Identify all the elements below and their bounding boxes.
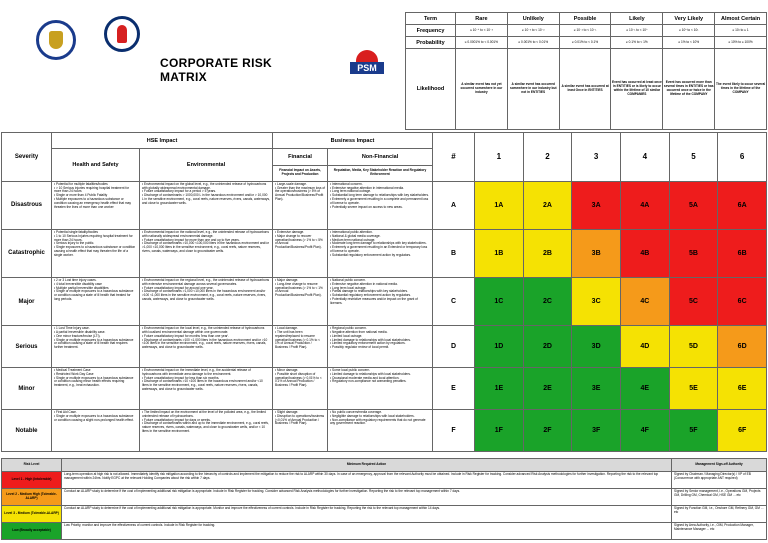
prob-2: ≥ 0.001% to < 0.01% — [507, 37, 559, 49]
health-safety-text: • 2 or 3 Lost time injury cases. • 4 total irreversible disability case • Multiple partial irreversible disabilities • Single or multiple exposures to a hazardous substance or condition causing a state of ill health that treated for long periods. — [52, 278, 140, 326]
term-4: Likely — [611, 13, 663, 25]
risk-cell-5c: 5C — [669, 278, 718, 326]
hash-header: # — [433, 133, 475, 182]
financial-subheader: Financial Impact on Assets, Projects and Production — [273, 165, 328, 181]
likelihood-label: Likelihood — [406, 49, 456, 130]
severity-label: Major — [2, 278, 52, 326]
risk-cell-6d: 6D — [718, 326, 767, 368]
risk-cell-6a: 6A — [718, 181, 767, 229]
company-logo-left — [36, 20, 76, 60]
row-letter: A — [433, 181, 475, 229]
required-action-text: Low Priority, monitor and improve the effectiveness of current controls. Include in Risk Register for tracking. — [62, 522, 672, 539]
nonfinancial-subheader: Reputation, Media, Key Stakeholder Reaction and Regulatory Enforcement — [328, 165, 433, 181]
number-1: 1 — [475, 133, 524, 182]
number-4: 4 — [620, 133, 669, 182]
financial-text: • Slight damage. • Disruption to operations/business (<0.01% of Annual Production / Business / Profit Plan). — [273, 410, 328, 452]
severity-label: Notable — [2, 410, 52, 452]
psm-logo — [350, 50, 384, 80]
environmental-text: • Environmental impact on the regional level, e.g., the unintended release of hydrocarbons with extensive environmental damage across several governorates. • Future unsatisfactory impact for around one year. • Discharge of contaminants >1,000 <10,000 liters in the hazardous environment and/or >100 <1,000 liters in the sensitive environment, e.g., coral reefs, nature reserves, rivers, canals, waterways, and close to groundwater wells. — [140, 278, 273, 326]
signoff-authority-text: Signed by Area Authority, i.e., OIM, Production Manager, Maintenance Manager ... etc — [672, 522, 767, 539]
signoff-authority-text: Signed by Function GM, i.e., Onshore GM, Refinery GM, GM ... etc — [672, 505, 767, 522]
risk-cell-6f: 6F — [718, 410, 767, 452]
financial-text: • Local damage. • The unit has been repaired/replaced to resume operation/business (> 0.1% to < 1% of Annual Production / Business / Profit Plan). — [273, 326, 328, 368]
risk-cell-2f: 2F — [523, 410, 572, 452]
row-letter: F — [433, 410, 475, 452]
financial-text: • Extensive damage. • Major change to recover operation/business (> 1% to < 5% of Annual Production/Business/Profit Plan). — [273, 229, 328, 277]
matrix-row — [2, 278, 767, 326]
risk-cell-3c: 3C — [572, 278, 621, 326]
page-title: CORPORATE RISK MATRIX — [160, 56, 272, 84]
desc-5: Event has occurred more than several times in ENTITIES or has occurred once or twice in the lifetime of the COMPANY — [663, 49, 715, 130]
signoff-authority-text: Signed by Chairman / Managing Director(s) / VP of EB (Concurrence with appropriate ANT required) — [672, 471, 767, 488]
severity-header: Severity — [2, 133, 52, 182]
risk-level-label: Level 3 - Medium (Tolerable-ALARP) — [2, 505, 62, 522]
row-letter: C — [433, 278, 475, 326]
prob-4: ≥ 0.1% to < 1% — [611, 37, 663, 49]
risk-cell-5d: 5D — [669, 326, 718, 368]
freq-3: ≥ 10⁻² to < 10⁻¹ — [559, 25, 611, 37]
risk-level-label: Level 2 - Medium High (Tolerable-ALARP) — [2, 488, 62, 505]
legend-row — [2, 471, 767, 488]
prob-3: ≥ 0.01% to < 0.1% — [559, 37, 611, 49]
row-letter: D — [433, 326, 475, 368]
number-2: 2 — [523, 133, 572, 182]
risk-cell-1f: 1F — [475, 410, 524, 452]
freq-5: ≥ 10⁰ to < 10¹ — [663, 25, 715, 37]
risk-cell-4c: 4C — [620, 278, 669, 326]
nonfinancial-text: • International concern. • Extensive negative attention in international media. • Long term national outrage. • Substantial long term damage to relationships with key stakeholders. • Extremely a government resulting in a complete and permanent loss of license to operate. • Potentially severe impact on access to new areas. — [328, 181, 433, 229]
financial-text: • Large-scale damage. • Greater than the maximum loss of the operation/business (> 5% of Annual Production/Business/Profit Plan). — [273, 181, 328, 229]
severity-label: Minor — [2, 368, 52, 410]
company-logo-center — [104, 16, 140, 52]
number-6: 6 — [718, 133, 767, 182]
risk-cell-2b: 2B — [523, 229, 572, 277]
legend-row — [2, 505, 767, 522]
health-safety-text: • Potential for multiple fatalities/bodies • > 10 Serious injuries requiring hospital treatment for more than 24 hours • Single or more than 4 Public Fatality • Multiple exposures to a hazardous substance or condition causing an emergency health effect that may threaten the lives of more than one worker — [52, 181, 140, 229]
business-impact-header: Business Impact — [273, 133, 433, 149]
risk-cell-2d: 2D — [523, 326, 572, 368]
number-3: 3 — [572, 133, 621, 182]
risk-cell-4f: 4F — [620, 410, 669, 452]
nonfinancial-text: • Some local public concern. • Limited damage to relationships with local stakeholders. • Occasional moderate media and local attention. • Regulatory non-compliance not warranting penalties. — [328, 368, 433, 410]
severity-label: Catastrophic — [2, 229, 52, 277]
freq-2: ≥ 10⁻³ to < 10⁻² — [507, 25, 559, 37]
risk-cell-2c: 2C — [523, 278, 572, 326]
required-action-text: Conduct an ALARP study to determine if the cost of implementing additional risk mitigation is appropriate. Monitor and improve the effectiveness of current controls. Include in Risk Register for tracking. Reporting the risk to the relevant top management within 14 days. — [62, 505, 672, 522]
nonfinancial-text: • National public concern. • Extensive negative attention in national media. • Long term local outrage. • Partial damage to relationships with key stakeholders. • Substantial regulatory enforcement action by regulators. • Potentially restrictive measures and/or impact on the grant of licenses. — [328, 278, 433, 326]
freq-4: ≥ 10⁻¹ to < 10⁰ — [611, 25, 663, 37]
nonfinancial-text: • Regional public concern. • Negative attention from national media. • Limited local outrage. • Limited damage to relationships with local stakeholders. • Limited regulatory enforcement action by regulators. • Possibly regulator review of local permit. — [328, 326, 433, 368]
matrix-row — [2, 181, 767, 229]
row-letter: B — [433, 229, 475, 277]
matrix-row — [2, 368, 767, 410]
prob-5: ≥ 1% to < 10% — [663, 37, 715, 49]
footer-col-action: Minimum Required Action — [62, 459, 672, 472]
prob-1: ≤ 0.0001% to < 0.001% — [456, 37, 508, 49]
row-letter: E — [433, 368, 475, 410]
desc-1: A similar event has not yet occurred somewhere in our industry — [456, 49, 508, 130]
nonfinancial-header: Non-Financial — [328, 149, 433, 165]
term-1: Rare — [456, 13, 508, 25]
risk-cell-6c: 6C — [718, 278, 767, 326]
matrix-row — [2, 410, 767, 452]
health-safety-text: • 1 Lost Time Injury case. • A partial irreversible disability case. • One minor fracture/bruise (LTI). • Single or multiple exposures to a hazardous substance or condition causing a state of ill health that requires further treatment. — [52, 326, 140, 368]
risk-cell-1c: 1C — [475, 278, 524, 326]
freq-6: ≥ 10¹ to ≤ 1 — [715, 25, 767, 37]
freq-1: ≤ 10⁻⁴ to < 10⁻³ — [456, 25, 508, 37]
risk-cell-2a: 2A — [523, 181, 572, 229]
number-5: 5 — [669, 133, 718, 182]
health-safety-text: • Medical Treatment Case • Restricted Work Day Case • Single or multiple exposures to a hazardous substance or condition causing minor health effects requiring treatment, e.g., heat exhaustion. — [52, 368, 140, 410]
environmental-text: • The limited impact on the environment at the level of the polluted area, e.g., the limited unintended release of hydrocarbons. • Future unsatisfactory impact for days or weeks. • Discharge of contaminants within and up to the immediate environment, e.g., coral reefs, nature reserves, rivers, canals, waterways, and close to groundwater wells, and/or < 10 liters in the sensitive environment. — [140, 410, 273, 452]
environmental-text: • Environmental impact on the local level, e.g., the unintended release of hydrocarbons with localized environmental damage within one governorate. • Future unsatisfactory impact for months 'less than one year'. • Discharge of contaminants >100 <1,000 liters in the hazardous environment and/or >10 <100 liters in the sensitive environment, e.g., coral reefs, nature reserves, rivers, canals, waterways, and close to groundwater wells. — [140, 326, 273, 368]
nonfinancial-text: • No public concern/media coverage. • Negligible damage to relationships with local stakeholders. • Non-compliance with regulatory requirements that do not generate any government reaction. — [328, 410, 433, 452]
risk-cell-5b: 5B — [669, 229, 718, 277]
health-safety-text: • Potential single fatality/bodies • 1 to 10 Serious Injuries requiring hospital treatment for more than 24 hours. • Serious injury to the public. • Single exposures to a hazardous substance or condition causing a health effect that may threaten the life of a single worker. — [52, 229, 140, 277]
risk-cell-1b: 1B — [475, 229, 524, 277]
term-3: Possible — [559, 13, 611, 25]
risk-matrix — [1, 132, 767, 452]
risk-cell-4a: 4A — [620, 181, 669, 229]
severity-label: Disastrous — [2, 181, 52, 229]
environmental-text: • Environmental impact on the global level, e.g., the unintended release of hydrocarbons with globally widespread environmental damage. • Future unsatisfactory impact for a period > 5 years. • Discharge of contaminants > 1000,000 L in the hazardous environment and/or > 10,000 L in the sensitive environment, e.g., coral reefs, nature reserves, rivers, canals, waterways, and close to groundwater wells. — [140, 181, 273, 229]
risk-cell-1e: 1E — [475, 368, 524, 410]
frequency-label: Frequency — [406, 25, 456, 37]
desc-3: A similar event has occurred at least Once in ENTITIES — [559, 49, 611, 130]
risk-cell-3d: 3D — [572, 326, 621, 368]
financial-text: • Minor damage. • Possible short disruption of operation/business (> 0.01% to < 0.1% of Annual Production / Business / Profit Plan). — [273, 368, 328, 410]
signoff-authority-text: Signed by Senior management, i.e., Operations GM, Projects GM, Drilling GM, Chemical GM, HSE GM ... etc — [672, 488, 767, 505]
risk-cell-5f: 5F — [669, 410, 718, 452]
risk-cell-3a: 3A — [572, 181, 621, 229]
term-6: Almost Certain — [715, 13, 767, 25]
health-safety-header: Health and Safety — [52, 149, 140, 182]
legend-row — [2, 522, 767, 539]
psm-logo-text: PSM — [350, 62, 384, 74]
desc-4: Event has occurred at least once in ENTITIES or is likely to occur within the lifetime of 10 similar COMPANIES — [611, 49, 663, 130]
term-2: Unlikely — [507, 13, 559, 25]
risk-cell-4b: 4B — [620, 229, 669, 277]
term-5: Very Likely — [663, 13, 715, 25]
hse-impact-header: HSE Impact — [52, 133, 273, 149]
matrix-row — [2, 229, 767, 277]
risk-cell-6e: 6E — [718, 368, 767, 410]
probability-label: Probability — [406, 37, 456, 49]
risk-cell-3b: 3B — [572, 229, 621, 277]
risk-level-label: Level 1 - High (Intolerable) — [2, 471, 62, 488]
nonfinancial-text: • International public attention. • National & global media coverage. • Medium term national outrage. • Moderate long term damage to relationships with key stakeholders. • Extremely a government resulting in an Extended or temporary loss of license to operate. • Substantial regulatory enforcement action by regulators. — [328, 229, 433, 277]
risk-cell-4e: 4E — [620, 368, 669, 410]
risk-cell-5a: 5A — [669, 181, 718, 229]
risk-cell-4d: 4D — [620, 326, 669, 368]
environmental-text: • Environmental impact on the immediate level, e.g., the accidental release of hydrocarbons with immediate area damage to the environment. • Future unsatisfactory impact for less than six months. • Discharge of contaminants >10 <100 liters in the hazardous environment and/or <10 liters in the sensitive environment, e.g., coral reefs, nature reserves, rivers, canals, waterways, and close to groundwater wells. — [140, 368, 273, 410]
footer-col-authority: Management Sign-off Authority — [672, 459, 767, 472]
financial-text: • Major damage. • Long-time change to resume operation/business (> 1% to < 1% of Annual Production/Business/Profit Plan). — [273, 278, 328, 326]
risk-level-label: Low (Broadly acceptable) — [2, 522, 62, 539]
risk-cell-3f: 3F — [572, 410, 621, 452]
risk-cell-2e: 2E — [523, 368, 572, 410]
required-action-text: Long-term operation at high risk is not allowed. Immediately identify risk mitigation according to the hierarchy of controls and implement the mitigation to reduce the risk to ALARP within 30 days. In case of an emergency, approval from the relevant Authority must be obtained. Include in Risk Register for tracking. Consider advanced Risk Analysis methodologies for further investigation. Reporting the risk to the relevant top management within 24hrs. Notify EGPC at the relevant Holding Companies about the risk within 7 days. — [62, 471, 672, 488]
environmental-header: Environmental — [140, 149, 273, 182]
footer-col-risk-level: Risk Level — [2, 459, 62, 472]
risk-cell-5e: 5E — [669, 368, 718, 410]
environmental-text: • Environmental impact on the national level, e.g., the unintended release of hydrocarbons with nationally widespread environmental damage. • Future unsatisfactory impact for more than one and up to five years. • Discharge of contaminants >10,000 <100,000 liters in the hazardous environment and/or >1,000 <10,000 liters in the sensitive environment, e.g., coral reefs, nature reserves, rivers, canals, waterways, and close to groundwater wells. — [140, 229, 273, 277]
desc-6: The event likely to occur several times in the lifetime of the COMPANY — [715, 49, 767, 130]
risk-cell-6b: 6B — [718, 229, 767, 277]
risk-cell-1d: 1D — [475, 326, 524, 368]
risk-cell-1a: 1A — [475, 181, 524, 229]
legend-row — [2, 488, 767, 505]
prob-6: ≥ 10% to ≤ 100% — [715, 37, 767, 49]
health-safety-text: • First Aid Case. • Single or multiple exposures to a hazardous substance or condition causing a slight non-prolonged health effect. — [52, 410, 140, 452]
financial-header: Financial — [273, 149, 328, 165]
required-action-text: Conduct an ALARP study to determine if the cost of implementing additional risk mitigation is appropriate. Include in Risk Register for tracking. Consider advanced Risk Analysis methodologies for further investigation. Reporting the risk to the relevant top management within 7 days. — [62, 488, 672, 505]
risk-level-legend — [1, 458, 767, 540]
likelihood-table — [405, 12, 767, 130]
term-label: Term — [406, 13, 456, 25]
risk-cell-3e: 3E — [572, 368, 621, 410]
desc-2: A similar event has occurred somewhere in our industry but not in ENTITIES — [507, 49, 559, 130]
matrix-row — [2, 326, 767, 368]
severity-label: Serious — [2, 326, 52, 368]
